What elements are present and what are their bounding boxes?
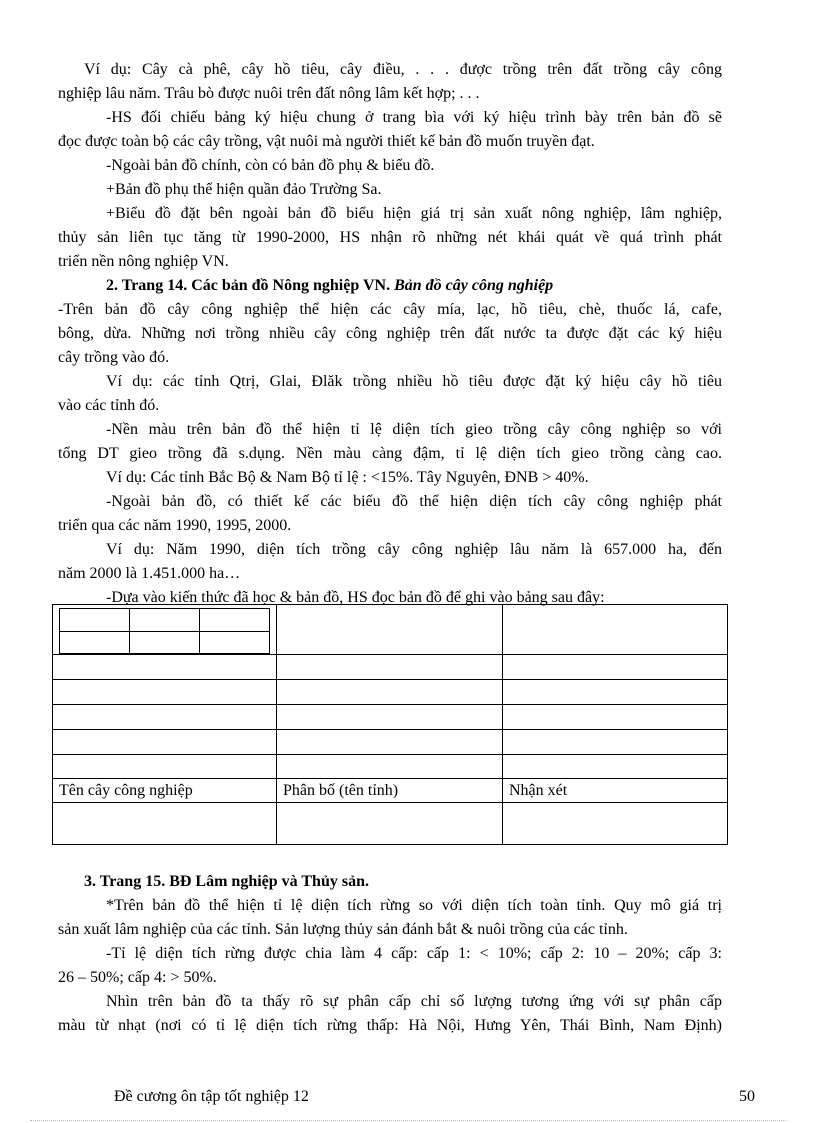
- nested-cell[interactable]: [130, 609, 200, 632]
- table-cell[interactable]: [503, 680, 728, 705]
- text-line: 26 – 50%; cấp 4: > 50%.: [58, 969, 217, 986]
- nested-cell[interactable]: [130, 631, 200, 654]
- text-line: -HS đối chiếu bảng ký hiệu chung ở trang bìa với ký hiệu trình bày trên bản đồ sẽ: [106, 109, 722, 126]
- footer-title: Đề cương ôn tập tốt nghiệp 12: [114, 1088, 309, 1105]
- table-row: [53, 705, 728, 730]
- table-cell[interactable]: [277, 755, 503, 779]
- text-line: +Biểu đồ đặt bên ngoài bản đồ biểu hiện giá trị sản xuất nông nghiệp, lâm nghiệp,: [106, 205, 722, 222]
- table-cell[interactable]: [503, 605, 728, 655]
- text-line: sản xuất lâm nghiệp của các tỉnh. Sản lượng thủy sản đánh bắt & nuôi trồng của các tỉnh.: [58, 921, 628, 938]
- table-cell[interactable]: [277, 655, 503, 680]
- text-line: -Nền màu trên bản đồ thể hiện tỉ lệ diện tích gieo trồng cây công nghiệp so với: [106, 421, 722, 438]
- text-line: vào các tỉnh đó.: [58, 397, 160, 414]
- table-cell[interactable]: [277, 803, 503, 845]
- text-line: nghiệp lâu năm. Trâu bò được nuôi trên đất nông lâm kết hợp; . . .: [58, 85, 480, 102]
- text-line: tổng DT gieo trồng đã s.dụng. Nền màu càng đậm, tỉ lệ diện tích gieo trồng càng cao.: [58, 445, 722, 462]
- header-distribution: Phân bố (tên tỉnh): [277, 779, 503, 803]
- table-row: [53, 803, 728, 845]
- section-3-heading: 3. Trang 15. BĐ Lâm nghiệp và Thủy sản.: [84, 873, 369, 890]
- nested-cell[interactable]: [60, 609, 130, 632]
- table-row: [53, 730, 728, 755]
- page-number: 50: [739, 1088, 755, 1105]
- table-cell[interactable]: [503, 803, 728, 845]
- table-row: [53, 680, 728, 705]
- crop-table: [52, 604, 728, 845]
- table-row: [53, 655, 728, 680]
- text-line: -Dựa vào kiến thức đã học & bản đồ, HS đọc bản đồ để ghi vào bảng sau đây:: [106, 589, 605, 606]
- nested-table: [59, 608, 270, 654]
- text-line: thủy sản liên tục tăng từ 1990-2000, HS nhận rõ những nét khái quát về quá trình phát: [58, 229, 722, 246]
- table-cell[interactable]: [53, 680, 277, 705]
- header-remarks: Nhận xét: [503, 779, 728, 803]
- text-line: Nhìn trên bản đồ ta thấy rõ sự phân cấp chỉ số lượng tương ứng với sự phân cấp: [106, 993, 722, 1010]
- table-cell[interactable]: [277, 605, 503, 655]
- table-cell[interactable]: [53, 705, 277, 730]
- table-cell[interactable]: [277, 705, 503, 730]
- table-row: [53, 755, 728, 779]
- text-line: -Ngoài bản đồ, có thiết kế các biểu đồ thể hiện diện tích cây công nghiệp phát: [106, 493, 722, 510]
- text-line: -Tỉ lệ diện tích rừng được chia làm 4 cấp: cấp 1: < 10%; cấp 2: 10 – 20%; cấp 3:: [106, 945, 722, 962]
- footer-divider: [30, 1120, 786, 1121]
- table-cell[interactable]: [53, 655, 277, 680]
- nested-cell[interactable]: [60, 631, 130, 654]
- table-cell[interactable]: [277, 730, 503, 755]
- table-cell[interactable]: [53, 605, 277, 655]
- text-line: Ví dụ: Năm 1990, diện tích trồng cây công nghiệp lâu năm là 657.000 ha, đến: [106, 541, 722, 558]
- table-cell[interactable]: [53, 755, 277, 779]
- text-line: Ví dụ: Cây cà phê, cây hồ tiêu, cây điều, . . . được trồng trên đất trồng cây công: [84, 61, 722, 78]
- nested-cell[interactable]: [200, 631, 270, 654]
- nested-cell[interactable]: [200, 609, 270, 632]
- section-2-heading-main: 2. Trang 14. Các bản đồ Nông nghiệp VN.: [106, 277, 391, 294]
- text-line: đọc được toàn bộ các cây trồng, vật nuôi mà người thiết kế bản đồ muốn truyền đạt.: [58, 133, 595, 150]
- text-line: Ví dụ: các tỉnh Qtrị, Glai, Đlăk trồng nhiều hồ tiêu được đặt ký hiệu cây hồ tiêu: [106, 373, 722, 390]
- text-line: cây trồng vào đó.: [58, 349, 170, 366]
- table-cell[interactable]: [53, 730, 277, 755]
- table-cell[interactable]: [503, 705, 728, 730]
- section-2-heading-italic: Bản đồ cây công nghiệp: [390, 277, 554, 294]
- table-header-row: [53, 779, 728, 803]
- text-line: triển qua các năm 1990, 1995, 2000.: [58, 517, 292, 534]
- text-line: +Bản đồ phụ thể hiện quần đảo Trường Sa.: [106, 181, 382, 198]
- text-line: -Trên bản đồ cây công nghiệp thể hiện các cây mía, lạc, hồ tiêu, chè, thuốc lá, cafe,: [58, 301, 722, 318]
- section-2-heading: [58, 274, 722, 298]
- text-line: triển nền nông nghiệp VN.: [58, 253, 229, 270]
- text-line: bông, dừa. Những nơi trồng nhiều cây công nghiệp trên đất nước ta được đặt các ký hiệu: [58, 325, 722, 342]
- text-line: màu từ nhạt (nơi có tỉ lệ diện tích rừng thấp: Hà Nội, Hưng Yên, Thái Bình, Nam Định): [58, 1017, 722, 1034]
- header-crop-name: Tên cây công nghiệp: [53, 779, 277, 803]
- table-cell[interactable]: [277, 680, 503, 705]
- table-cell[interactable]: [503, 755, 728, 779]
- text-line: Ví dụ: Các tỉnh Bắc Bộ & Nam Bộ tỉ lệ : <15%. Tây Nguyên, ĐNB > 40%.: [106, 469, 589, 486]
- table-cell[interactable]: [503, 655, 728, 680]
- text-line: -Ngoài bản đồ chính, còn có bản đồ phụ & biểu đồ.: [106, 157, 435, 174]
- table-cell[interactable]: [503, 730, 728, 755]
- text-line: *Trên bản đồ thể hiện tỉ lệ diện tích rừng so với diện tích toàn tỉnh. Quy mô giá trị: [106, 897, 722, 914]
- table-cell[interactable]: [53, 803, 277, 845]
- text-line: năm 2000 là 1.451.000 ha…: [58, 565, 241, 582]
